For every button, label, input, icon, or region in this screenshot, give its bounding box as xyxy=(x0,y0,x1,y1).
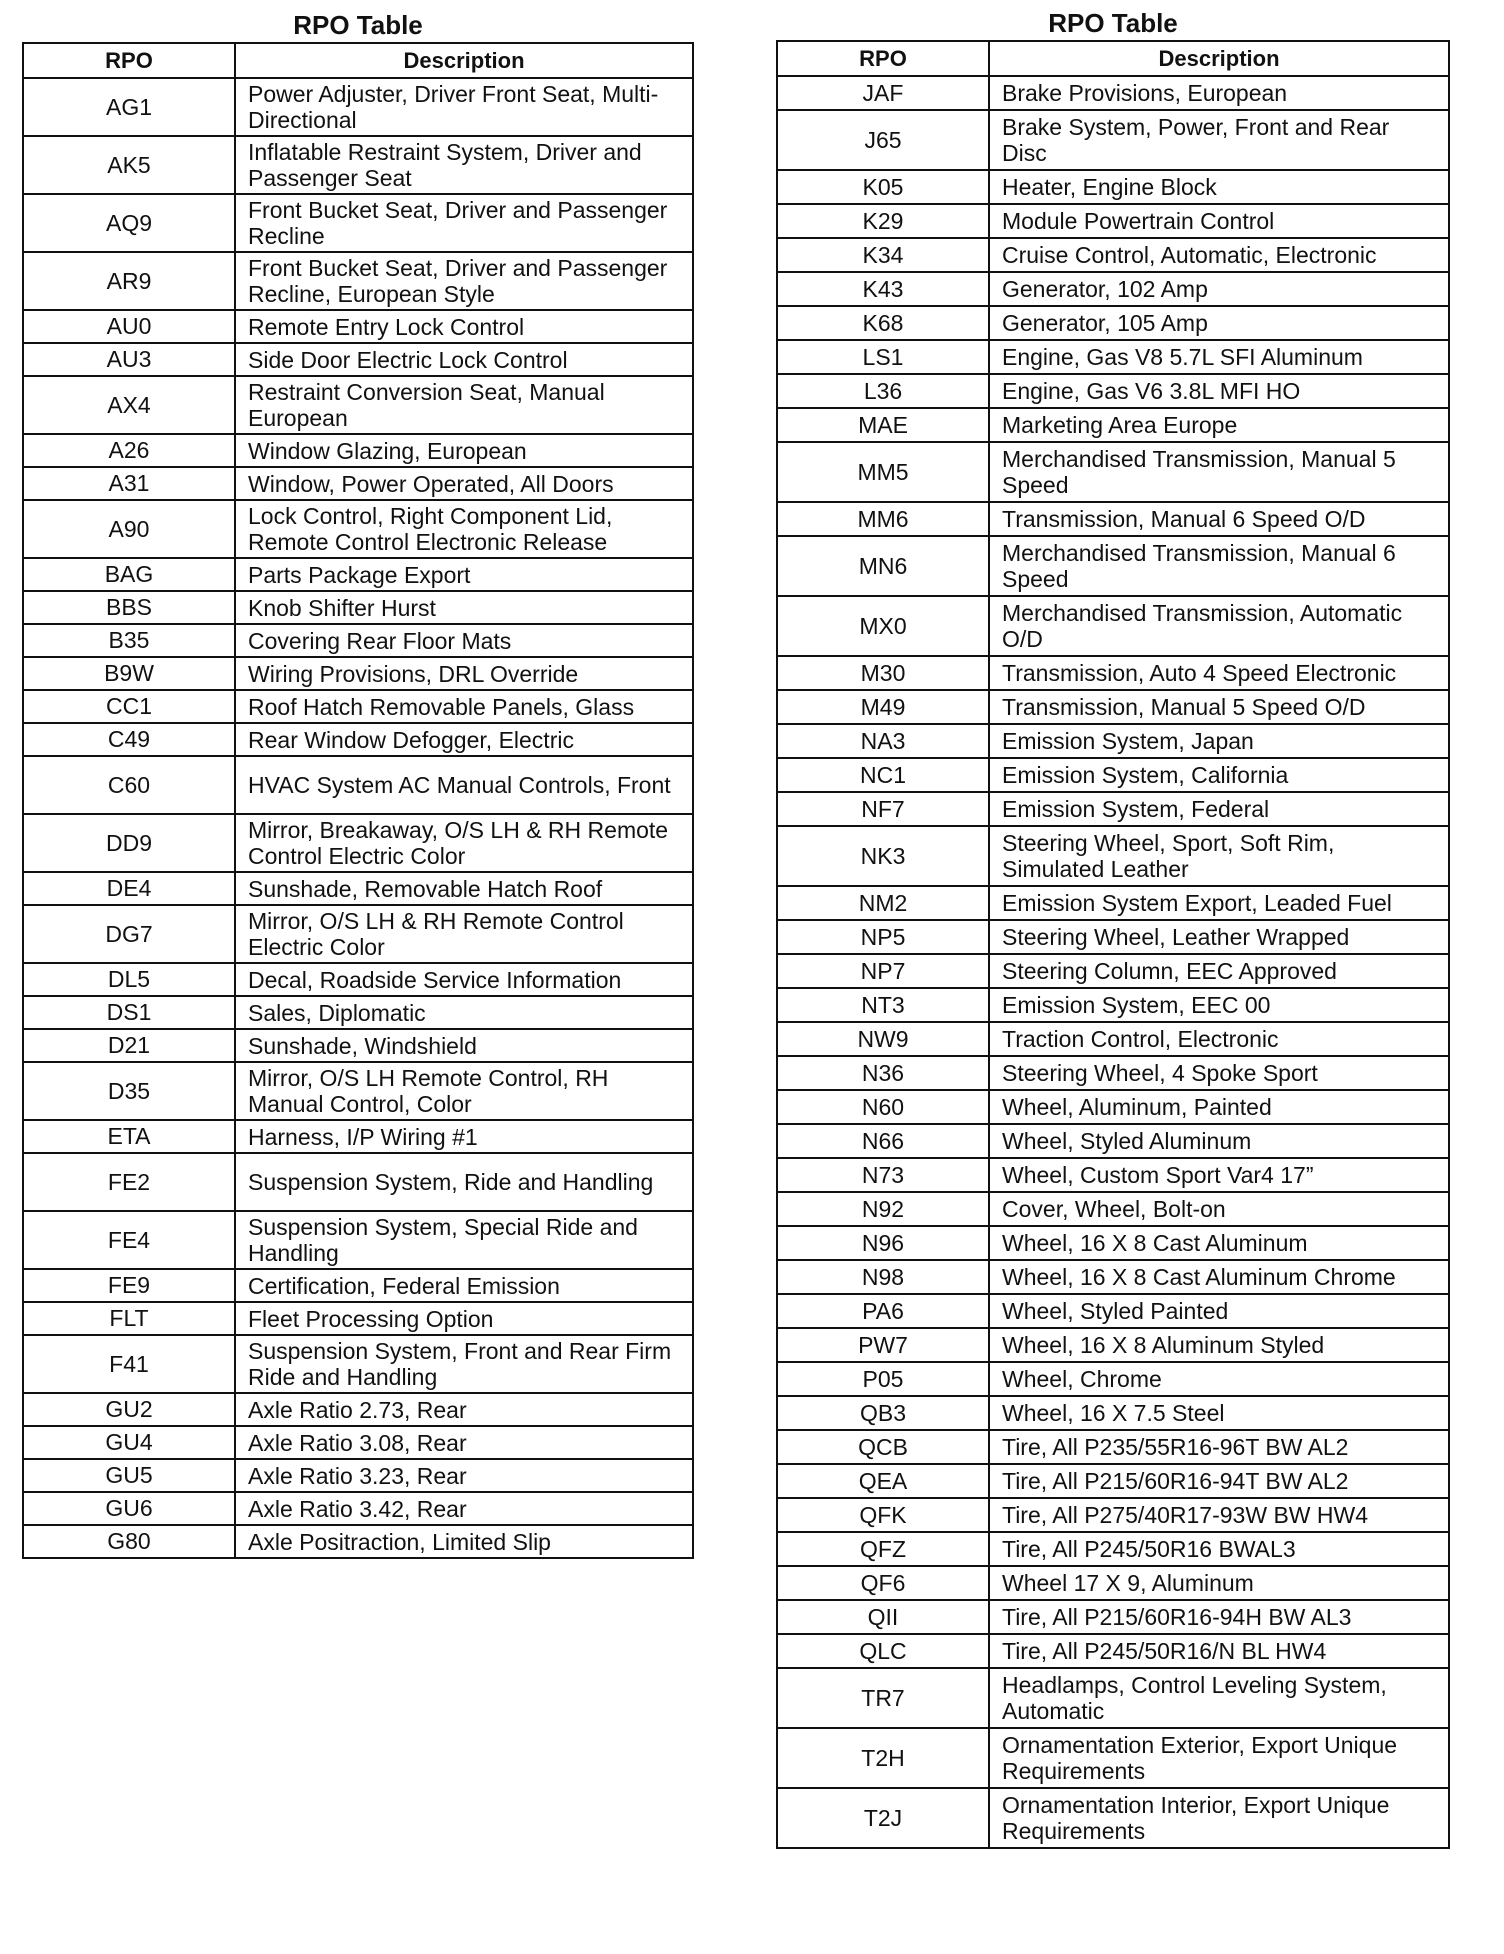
table-row xyxy=(23,1269,693,1302)
table-row xyxy=(777,1090,1449,1124)
column-header-rpo: RPO xyxy=(23,43,235,78)
table-row xyxy=(23,500,693,558)
table-row xyxy=(777,1192,1449,1226)
rpo-code-cell: B9W xyxy=(23,657,235,690)
table-row xyxy=(23,1153,693,1211)
rpo-code-cell: N96 xyxy=(777,1226,989,1260)
description-cell: Cover, Wheel, Bolt-on xyxy=(989,1192,1449,1226)
table-row xyxy=(777,1498,1449,1532)
table-row xyxy=(23,78,693,136)
rpo-code-cell: GU5 xyxy=(23,1459,235,1492)
rpo-code-cell: F41 xyxy=(23,1335,235,1393)
table-row xyxy=(23,343,693,376)
rpo-code-cell: M49 xyxy=(777,690,989,724)
rpo-code-cell: QCB xyxy=(777,1430,989,1464)
rpo-code-cell: M30 xyxy=(777,656,989,690)
rpo-code-cell: A26 xyxy=(23,434,235,467)
rpo-code-cell: DL5 xyxy=(23,963,235,996)
table-row xyxy=(777,1396,1449,1430)
description-cell: Merchandised Transmission, Automatic O/D xyxy=(989,596,1449,656)
rpo-code-cell: TR7 xyxy=(777,1668,989,1728)
table-row xyxy=(777,1728,1449,1788)
description-cell: Knob Shifter Hurst xyxy=(235,591,693,624)
table-row xyxy=(23,1492,693,1525)
table-row xyxy=(777,690,1449,724)
rpo-code-cell: AK5 xyxy=(23,136,235,194)
table-body xyxy=(777,76,1449,1848)
description-cell: Tire, All P235/55R16-96T BW AL2 xyxy=(989,1430,1449,1464)
description-cell: Wheel, Styled Painted xyxy=(989,1294,1449,1328)
description-cell: Harness, I/P Wiring #1 xyxy=(235,1120,693,1153)
description-cell: Generator, 105 Amp xyxy=(989,306,1449,340)
table-row xyxy=(23,624,693,657)
description-cell: Wheel, 16 X 8 Cast Aluminum xyxy=(989,1226,1449,1260)
table-row xyxy=(777,792,1449,826)
description-cell: Sales, Diplomatic xyxy=(235,996,693,1029)
rpo-code-cell: FE2 xyxy=(23,1153,235,1211)
rpo-code-cell: AU0 xyxy=(23,310,235,343)
description-cell: Mirror, Breakaway, O/S LH & RH Remote Control Electric Color xyxy=(235,814,693,872)
description-cell: Tire, All P215/60R16-94T BW AL2 xyxy=(989,1464,1449,1498)
rpo-code-cell: CC1 xyxy=(23,690,235,723)
description-cell: Wheel, 16 X 8 Aluminum Styled xyxy=(989,1328,1449,1362)
rpo-code-cell: N92 xyxy=(777,1192,989,1226)
table-row xyxy=(777,724,1449,758)
description-cell: Steering Wheel, Sport, Soft Rim, Simulated Leather xyxy=(989,826,1449,886)
rpo-code-cell: N60 xyxy=(777,1090,989,1124)
description-cell: Rear Window Defogger, Electric xyxy=(235,723,693,756)
rpo-code-cell: QII xyxy=(777,1600,989,1634)
description-cell: Engine, Gas V6 3.8L MFI HO xyxy=(989,374,1449,408)
description-cell: Restraint Conversion Seat, Manual European xyxy=(235,376,693,434)
rpo-code-cell: QFK xyxy=(777,1498,989,1532)
table-row xyxy=(777,374,1449,408)
description-cell: Axle Ratio 2.73, Rear xyxy=(235,1393,693,1426)
rpo-code-cell: MAE xyxy=(777,408,989,442)
rpo-code-cell: K34 xyxy=(777,238,989,272)
description-cell: Wheel, 16 X 8 Cast Aluminum Chrome xyxy=(989,1260,1449,1294)
description-cell: Axle Ratio 3.42, Rear xyxy=(235,1492,693,1525)
table-body xyxy=(23,78,693,1558)
description-cell: Wheel, Styled Aluminum xyxy=(989,1124,1449,1158)
rpo-code-cell: MX0 xyxy=(777,596,989,656)
rpo-code-cell: AX4 xyxy=(23,376,235,434)
description-cell: Front Bucket Seat, Driver and Passenger Recline xyxy=(235,194,693,252)
description-cell: Wheel, Aluminum, Painted xyxy=(989,1090,1449,1124)
table-row xyxy=(23,756,693,814)
table-row xyxy=(777,1260,1449,1294)
description-cell: Remote Entry Lock Control xyxy=(235,310,693,343)
table-title: RPO Table xyxy=(293,10,423,40)
column-header-description: Description xyxy=(989,41,1449,76)
table-row xyxy=(777,272,1449,306)
description-cell: Parts Package Export xyxy=(235,558,693,591)
rpo-code-cell: NA3 xyxy=(777,724,989,758)
description-cell: Steering Wheel, 4 Spoke Sport xyxy=(989,1056,1449,1090)
rpo-code-cell: MM5 xyxy=(777,442,989,502)
table-row xyxy=(777,1430,1449,1464)
description-cell: Generator, 102 Amp xyxy=(989,272,1449,306)
description-cell: HVAC System AC Manual Controls, Front xyxy=(235,756,693,814)
table-row xyxy=(23,591,693,624)
description-cell: Front Bucket Seat, Driver and Passenger Recline, European Style xyxy=(235,252,693,310)
rpo-code-cell: BBS xyxy=(23,591,235,624)
rpo-table xyxy=(22,42,694,1559)
description-cell: Transmission, Manual 6 Speed O/D xyxy=(989,502,1449,536)
description-cell: Lock Control, Right Component Lid, Remote Control Electronic Release xyxy=(235,500,693,558)
rpo-code-cell: GU2 xyxy=(23,1393,235,1426)
table-row xyxy=(23,1120,693,1153)
table-row xyxy=(777,758,1449,792)
header-row xyxy=(23,43,693,78)
rpo-code-cell: PW7 xyxy=(777,1328,989,1362)
description-cell: Window Glazing, European xyxy=(235,434,693,467)
rpo-code-cell: A90 xyxy=(23,500,235,558)
description-cell: Brake System, Power, Front and Rear Disc xyxy=(989,110,1449,170)
description-cell: Merchandised Transmission, Manual 6 Speed xyxy=(989,536,1449,596)
description-cell: Transmission, Auto 4 Speed Electronic xyxy=(989,656,1449,690)
description-cell: Ornamentation Exterior, Export Unique Requirements xyxy=(989,1728,1449,1788)
rpo-code-cell: DD9 xyxy=(23,814,235,872)
description-cell: Axle Ratio 3.23, Rear xyxy=(235,1459,693,1492)
table-row xyxy=(23,996,693,1029)
description-cell: Emission System, EEC 00 xyxy=(989,988,1449,1022)
description-cell: Tire, All P245/50R16 BWAL3 xyxy=(989,1532,1449,1566)
rpo-code-cell: QB3 xyxy=(777,1396,989,1430)
description-cell: Certification, Federal Emission xyxy=(235,1269,693,1302)
rpo-code-cell: B35 xyxy=(23,624,235,657)
table-row xyxy=(777,1158,1449,1192)
rpo-code-cell: PA6 xyxy=(777,1294,989,1328)
description-cell: Ornamentation Interior, Export Unique Requirements xyxy=(989,1788,1449,1848)
table-row xyxy=(777,1668,1449,1728)
header-row xyxy=(777,41,1449,76)
table-row xyxy=(777,1362,1449,1396)
table-row xyxy=(777,340,1449,374)
table-row xyxy=(777,110,1449,170)
description-cell: Sunshade, Removable Hatch Roof xyxy=(235,872,693,905)
rpo-code-cell: P05 xyxy=(777,1362,989,1396)
rpo-code-cell: NT3 xyxy=(777,988,989,1022)
table-row xyxy=(23,1426,693,1459)
table-row xyxy=(23,963,693,996)
description-cell: Transmission, Manual 5 Speed O/D xyxy=(989,690,1449,724)
rpo-code-cell: K05 xyxy=(777,170,989,204)
description-cell: Wheel, Chrome xyxy=(989,1362,1449,1396)
rpo-code-cell: D21 xyxy=(23,1029,235,1062)
table-row xyxy=(23,1335,693,1393)
rpo-code-cell: AG1 xyxy=(23,78,235,136)
rpo-code-cell: DS1 xyxy=(23,996,235,1029)
rpo-code-cell: N98 xyxy=(777,1260,989,1294)
rpo-code-cell: QEA xyxy=(777,1464,989,1498)
table-row xyxy=(777,408,1449,442)
description-cell: Wheel 17 X 9, Aluminum xyxy=(989,1566,1449,1600)
table-row xyxy=(777,76,1449,110)
table-row xyxy=(777,170,1449,204)
table-row xyxy=(777,238,1449,272)
description-cell: Wheel, Custom Sport Var4 17” xyxy=(989,1158,1449,1192)
rpo-code-cell: L36 xyxy=(777,374,989,408)
description-cell: Marketing Area Europe xyxy=(989,408,1449,442)
table-row xyxy=(777,826,1449,886)
rpo-code-cell: NW9 xyxy=(777,1022,989,1056)
rpo-code-cell: K43 xyxy=(777,272,989,306)
description-cell: Emission System Export, Leaded Fuel xyxy=(989,886,1449,920)
rpo-code-cell: NP7 xyxy=(777,954,989,988)
table-row xyxy=(777,306,1449,340)
rpo-code-cell: FLT xyxy=(23,1302,235,1335)
table-row xyxy=(23,558,693,591)
rpo-code-cell: NK3 xyxy=(777,826,989,886)
description-cell: Axle Ratio 3.08, Rear xyxy=(235,1426,693,1459)
description-cell: Engine, Gas V8 5.7L SFI Aluminum xyxy=(989,340,1449,374)
table-row xyxy=(23,905,693,963)
rpo-code-cell: MN6 xyxy=(777,536,989,596)
rpo-code-cell: FE4 xyxy=(23,1211,235,1269)
rpo-code-cell: DG7 xyxy=(23,905,235,963)
table-row xyxy=(23,1062,693,1120)
table-row xyxy=(777,1294,1449,1328)
rpo-table-right xyxy=(776,6,1450,1849)
description-cell: Tire, All P215/60R16-94H BW AL3 xyxy=(989,1600,1449,1634)
table-row xyxy=(777,1056,1449,1090)
table-row xyxy=(777,886,1449,920)
table-row xyxy=(777,1634,1449,1668)
table-row xyxy=(23,252,693,310)
rpo-code-cell: FE9 xyxy=(23,1269,235,1302)
table-row xyxy=(777,1566,1449,1600)
rpo-code-cell: NF7 xyxy=(777,792,989,826)
rpo-code-cell: BAG xyxy=(23,558,235,591)
rpo-code-cell: K68 xyxy=(777,306,989,340)
table-row xyxy=(23,1459,693,1492)
rpo-code-cell: J65 xyxy=(777,110,989,170)
table-row xyxy=(23,1211,693,1269)
rpo-code-cell: N66 xyxy=(777,1124,989,1158)
description-cell: Headlamps, Control Leveling System, Automatic xyxy=(989,1668,1449,1728)
table-row xyxy=(777,1124,1449,1158)
description-cell: Sunshade, Windshield xyxy=(235,1029,693,1062)
rpo-table-left xyxy=(22,8,694,1559)
table-row xyxy=(23,1393,693,1426)
table-row xyxy=(777,656,1449,690)
table-row xyxy=(23,434,693,467)
rpo-table xyxy=(776,40,1450,1849)
description-cell: Tire, All P275/40R17-93W BW HW4 xyxy=(989,1498,1449,1532)
description-cell: Emission System, Federal xyxy=(989,792,1449,826)
description-cell: Roof Hatch Removable Panels, Glass xyxy=(235,690,693,723)
rpo-code-cell: NP5 xyxy=(777,920,989,954)
table-row xyxy=(777,1328,1449,1362)
rpo-code-cell: AU3 xyxy=(23,343,235,376)
rpo-code-cell: K29 xyxy=(777,204,989,238)
table-row xyxy=(777,1022,1449,1056)
rpo-code-cell: G80 xyxy=(23,1525,235,1558)
table-row xyxy=(23,194,693,252)
table-title: RPO Table xyxy=(1048,8,1178,38)
rpo-code-cell: NC1 xyxy=(777,758,989,792)
description-cell: Emission System, Japan xyxy=(989,724,1449,758)
table-row xyxy=(23,467,693,500)
table-row xyxy=(777,954,1449,988)
rpo-code-cell: LS1 xyxy=(777,340,989,374)
table-row xyxy=(23,657,693,690)
description-cell: Mirror, O/S LH Remote Control, RH Manual Control, Color xyxy=(235,1062,693,1120)
rpo-code-cell: JAF xyxy=(777,76,989,110)
rpo-code-cell: ETA xyxy=(23,1120,235,1153)
table-row xyxy=(777,536,1449,596)
description-cell: Steering Wheel, Leather Wrapped xyxy=(989,920,1449,954)
table-row xyxy=(777,988,1449,1022)
rpo-code-cell: C49 xyxy=(23,723,235,756)
table-row xyxy=(777,1532,1449,1566)
table-row xyxy=(777,920,1449,954)
description-cell: Side Door Electric Lock Control xyxy=(235,343,693,376)
description-cell: Module Powertrain Control xyxy=(989,204,1449,238)
description-cell: Suspension System, Ride and Handling xyxy=(235,1153,693,1211)
table-row xyxy=(777,502,1449,536)
table-row xyxy=(23,1029,693,1062)
description-cell: Axle Positraction, Limited Slip xyxy=(235,1525,693,1558)
rpo-code-cell: GU4 xyxy=(23,1426,235,1459)
description-cell: Window, Power Operated, All Doors xyxy=(235,467,693,500)
table-row xyxy=(23,872,693,905)
description-cell: Brake Provisions, European xyxy=(989,76,1449,110)
rpo-code-cell: N36 xyxy=(777,1056,989,1090)
description-cell: Tire, All P245/50R16/N BL HW4 xyxy=(989,1634,1449,1668)
table-row xyxy=(777,442,1449,502)
table-row xyxy=(23,136,693,194)
table-row xyxy=(777,1600,1449,1634)
column-header-description: Description xyxy=(235,43,693,78)
table-row xyxy=(777,1788,1449,1848)
description-cell: Wheel, 16 X 7.5 Steel xyxy=(989,1396,1449,1430)
rpo-code-cell: T2J xyxy=(777,1788,989,1848)
description-cell: Merchandised Transmission, Manual 5 Speed xyxy=(989,442,1449,502)
description-cell: Cruise Control, Automatic, Electronic xyxy=(989,238,1449,272)
table-row xyxy=(23,310,693,343)
description-cell: Traction Control, Electronic xyxy=(989,1022,1449,1056)
table-row xyxy=(23,690,693,723)
rpo-code-cell: N73 xyxy=(777,1158,989,1192)
description-cell: Suspension System, Front and Rear Firm Ride and Handling xyxy=(235,1335,693,1393)
rpo-code-cell: QFZ xyxy=(777,1532,989,1566)
rpo-code-cell: QF6 xyxy=(777,1566,989,1600)
description-cell: Fleet Processing Option xyxy=(235,1302,693,1335)
rpo-code-cell: A31 xyxy=(23,467,235,500)
rpo-code-cell: D35 xyxy=(23,1062,235,1120)
column-header-rpo: RPO xyxy=(777,41,989,76)
description-cell: Steering Column, EEC Approved xyxy=(989,954,1449,988)
table-row xyxy=(23,1302,693,1335)
rpo-code-cell: DE4 xyxy=(23,872,235,905)
description-cell: Covering Rear Floor Mats xyxy=(235,624,693,657)
rpo-code-cell: AQ9 xyxy=(23,194,235,252)
rpo-code-cell: MM6 xyxy=(777,502,989,536)
description-cell: Heater, Engine Block xyxy=(989,170,1449,204)
rpo-code-cell: T2H xyxy=(777,1728,989,1788)
description-cell: Decal, Roadside Service Information xyxy=(235,963,693,996)
description-cell: Suspension System, Special Ride and Handling xyxy=(235,1211,693,1269)
description-cell: Emission System, California xyxy=(989,758,1449,792)
rpo-code-cell: QLC xyxy=(777,1634,989,1668)
table-row xyxy=(23,376,693,434)
table-row xyxy=(23,1525,693,1558)
description-cell: Mirror, O/S LH & RH Remote Control Electric Color xyxy=(235,905,693,963)
description-cell: Wiring Provisions, DRL Override xyxy=(235,657,693,690)
rpo-code-cell: C60 xyxy=(23,756,235,814)
description-cell: Inflatable Restraint System, Driver and Passenger Seat xyxy=(235,136,693,194)
rpo-code-cell: GU6 xyxy=(23,1492,235,1525)
rpo-code-cell: NM2 xyxy=(777,886,989,920)
table-row xyxy=(23,814,693,872)
table-row xyxy=(777,204,1449,238)
table-row xyxy=(777,1464,1449,1498)
rpo-code-cell: AR9 xyxy=(23,252,235,310)
table-row xyxy=(23,723,693,756)
table-row xyxy=(777,596,1449,656)
description-cell: Power Adjuster, Driver Front Seat, Multi-Directional xyxy=(235,78,693,136)
table-row xyxy=(777,1226,1449,1260)
